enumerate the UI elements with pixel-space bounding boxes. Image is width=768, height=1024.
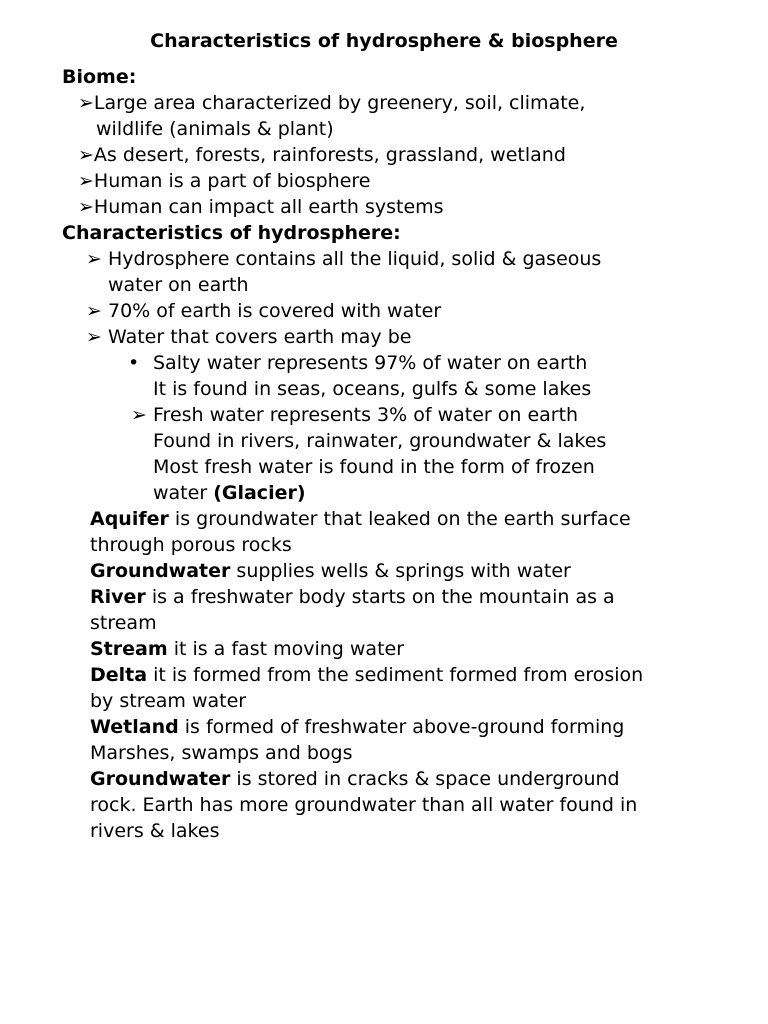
arrow-bullet-icon: ➢ (86, 326, 102, 348)
arrow-bullet-icon: ➢ (78, 144, 94, 166)
term-groundwater-2 (90, 766, 620, 792)
term-definition: is a freshwater body starts on the mountain as a (145, 586, 615, 608)
list-item-text: Large area characterized by greenery, soil, climate, (93, 92, 586, 114)
term-label: Wetland (90, 716, 179, 738)
hydro-item-2 (86, 298, 441, 324)
biome-item-1 (78, 90, 585, 116)
term-definition: is stored in cracks & space underground (230, 768, 620, 790)
glacier-term: (Glacier) (213, 482, 306, 504)
fresh-water-cont-2: Most fresh water is found in the form of frozen (153, 456, 595, 478)
term-groundwater-1 (90, 558, 571, 584)
term-wetland (90, 714, 624, 740)
term-definition: it is a fast moving water (167, 638, 405, 660)
hydro-item-3 (86, 324, 411, 350)
term-stream (90, 636, 404, 662)
hydro-item-1 (86, 246, 601, 272)
arrow-bullet-icon: ➢ (78, 196, 94, 218)
arrow-bullet-icon: ➢ (86, 300, 102, 322)
term-definition: is formed of freshwater above-ground forming (178, 716, 625, 738)
list-item-text: Fresh water represents 3% of water on earth (153, 404, 579, 426)
term-label: Delta (90, 664, 148, 686)
term-aquifer-cont: through porous rocks (90, 534, 292, 556)
salty-water-cont: It is found in seas, oceans, gulfs & some lakes (153, 378, 592, 400)
term-label: Stream (90, 638, 168, 660)
list-item-text: As desert, forests, rainforests, grassland, wetland (93, 144, 566, 166)
biome-item-1-cont: wildlife (animals & plant) (96, 118, 334, 140)
fresh-water-cont-1: Found in rivers, rainwater, groundwater & lakes (153, 430, 607, 452)
term-delta (90, 662, 643, 688)
term-aquifer (90, 506, 631, 532)
term-river (90, 584, 615, 610)
fresh-water-item (131, 402, 578, 428)
arrow-bullet-icon: ➢ (131, 404, 147, 426)
biome-item-4 (78, 194, 444, 220)
term-label: Groundwater (90, 560, 231, 582)
term-delta-cont: by stream water (90, 690, 247, 712)
term-label: River (90, 586, 146, 608)
list-item-text: 70% of earth is covered with water (108, 300, 442, 322)
biome-item-3 (78, 168, 370, 194)
term-definition: is groundwater that leaked on the earth surface (168, 508, 631, 530)
list-item-text: Salty water represents 97% of water on earth (153, 352, 588, 374)
list-item-text: Human is a part of biosphere (93, 170, 371, 192)
list-item-text: Human can impact all earth systems (93, 196, 444, 218)
arrow-bullet-icon: ➢ (86, 248, 102, 270)
dot-bullet-icon: • (128, 352, 140, 374)
hydrosphere-heading: Characteristics of hydrosphere: (62, 222, 401, 244)
list-item-text: Water that covers earth may be (108, 326, 412, 348)
term-river-cont: stream (90, 612, 157, 634)
arrow-bullet-icon: ➢ (78, 92, 94, 114)
salty-water-item (128, 350, 587, 376)
term-definition: supplies wells & springs with water (230, 560, 571, 582)
fresh-water-cont-3 (153, 480, 306, 506)
list-item-text: water (153, 482, 214, 504)
list-item-text: Hydrosphere contains all the liquid, solid & gaseous (108, 248, 602, 270)
biome-item-2 (78, 142, 566, 168)
biome-heading: Biome: (62, 66, 137, 88)
term-wetland-cont: Marshes, swamps and bogs (90, 742, 353, 764)
term-label: Groundwater (90, 768, 231, 790)
term-groundwater-2-cont: rock. Earth has more groundwater than all water found in (90, 794, 638, 816)
hydro-item-1-cont: water on earth (108, 274, 249, 296)
term-label: Aquifer (90, 508, 169, 530)
term-definition: it is formed from the sediment formed from erosion (147, 664, 644, 686)
arrow-bullet-icon: ➢ (78, 170, 94, 192)
page-title: Characteristics of hydrosphere & biosphere (150, 30, 618, 52)
term-groundwater-2-cont-2: rivers & lakes (90, 820, 220, 842)
